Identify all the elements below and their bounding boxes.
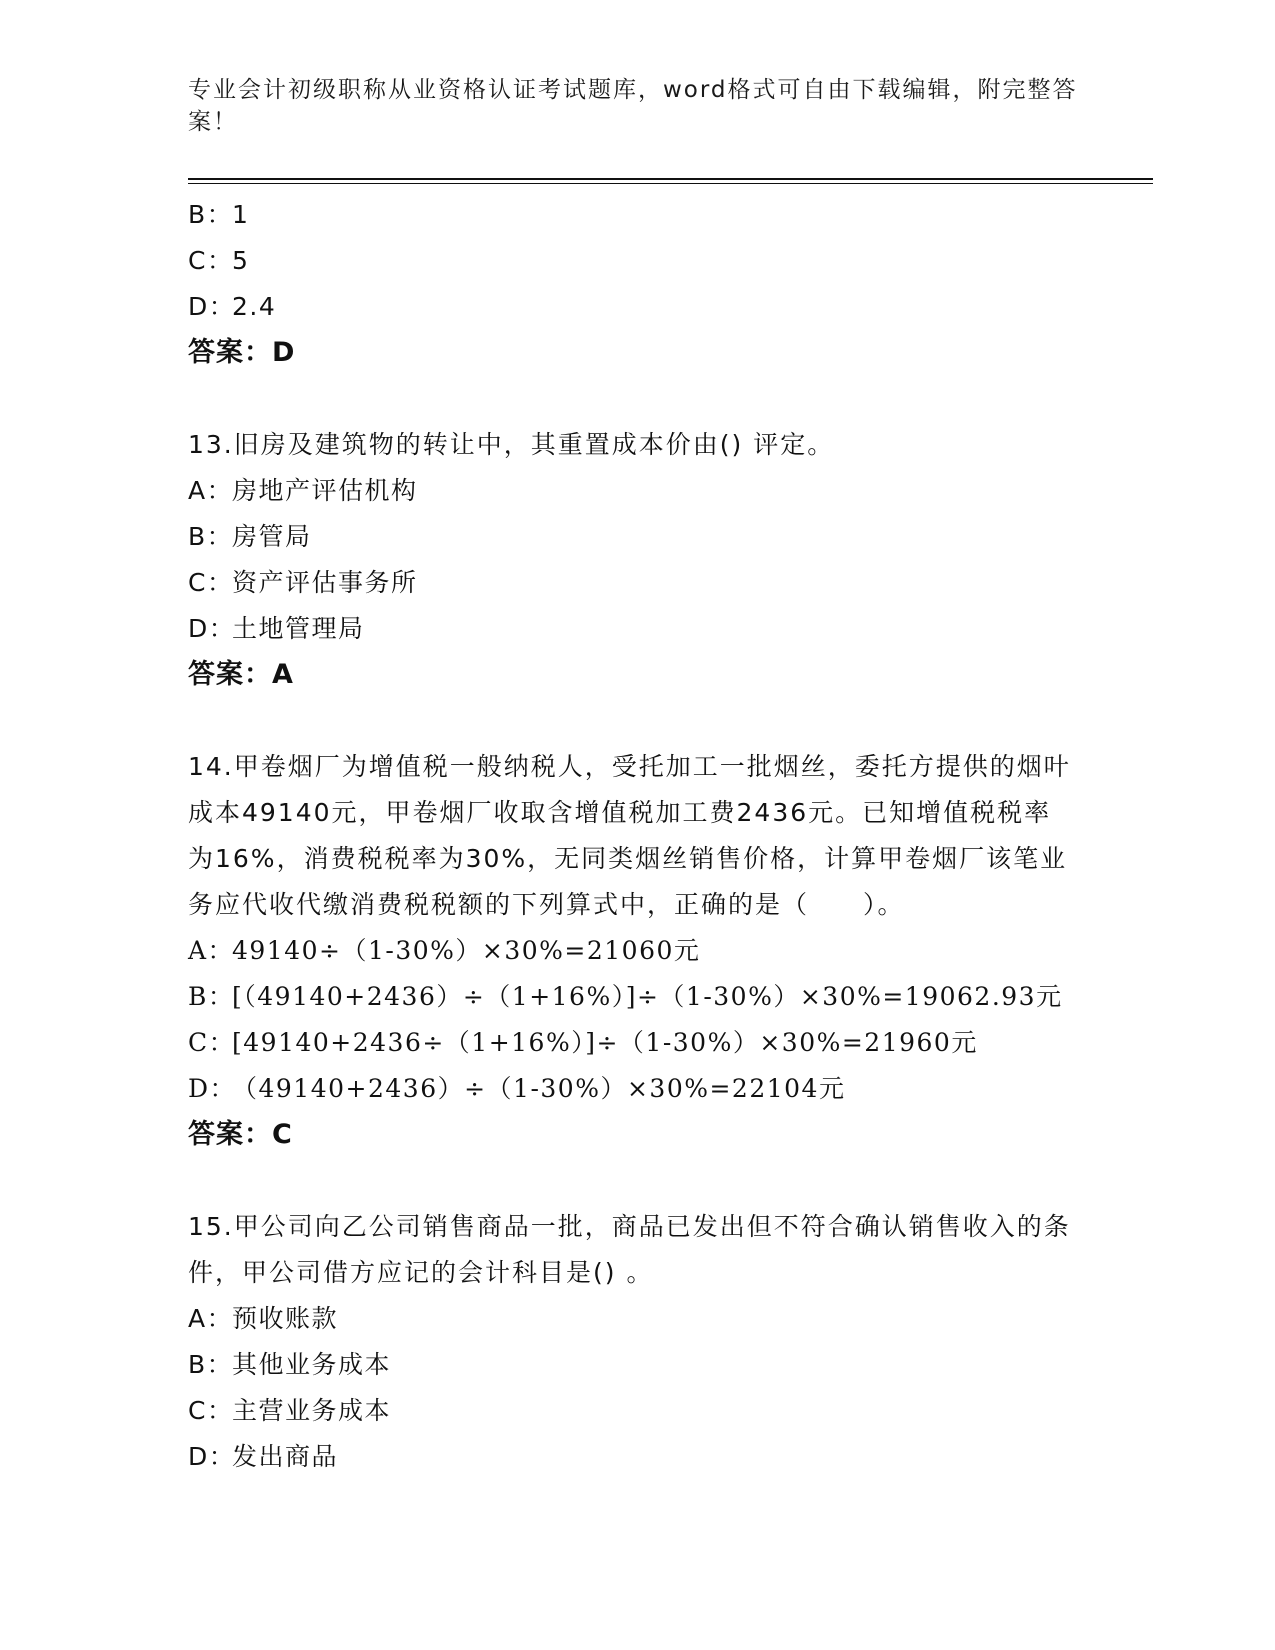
option-d: D：2.4 <box>188 292 277 321</box>
option-b: B：1 <box>188 200 250 229</box>
option-c: C：[49140+2436÷（1+16%）]÷（1-30%）×30%=21960元 <box>188 1028 978 1057</box>
page-header: 专业会计初级职称从业资格认证考试题库，word格式可自由下载编辑，附完整答案！ <box>188 77 1078 135</box>
option-d: D：（49140+2436）÷（1-30%）×30%=22104元 <box>188 1074 846 1103</box>
question-13 <box>188 422 1088 698</box>
spacer <box>188 376 1088 422</box>
option-a: A：房地产评估机构 <box>188 476 418 505</box>
previous-question <box>188 192 1088 376</box>
option-d: D：发出商品 <box>188 1442 339 1471</box>
answer-line: 答案：C <box>188 1119 293 1150</box>
option-a: A：预收账款 <box>188 1304 339 1333</box>
question-stem: 13.旧房及建筑物的转让中，其重置成本价由() 评定。 <box>188 430 835 459</box>
header-divider-thin <box>188 183 1153 184</box>
option-a: A：49140÷（1-30%）×30%=21060元 <box>188 936 701 965</box>
question-stem: 15.甲公司向乙公司销售商品一批，商品已发出但不符合确认销售收入的条件，甲公司借方应记的会计科目是() 。 <box>188 1212 1071 1287</box>
answer-line: 答案：D <box>188 337 296 368</box>
option-b: B：[（49140+2436）÷（1+16%）]÷（1-30%）×30%=19062.93元 <box>188 982 1063 1011</box>
question-list <box>188 192 1088 1480</box>
option-b: B：其他业务成本 <box>188 1350 392 1379</box>
spacer <box>188 1158 1088 1204</box>
option-d: D：土地管理局 <box>188 614 365 643</box>
option-c: C：5 <box>188 246 250 275</box>
option-c: C：资产评估事务所 <box>188 568 418 597</box>
question-stem: 14.甲卷烟厂为增值税一般纳税人，受托加工一批烟丝，委托方提供的烟叶成本49140元，甲卷烟厂收取含增值税加工费2436元。已知增值税税率为16%，消费税税率为30%，无同类烟丝销售价格，计算甲卷烟厂该笔业务应代收代缴消费税税额的下列算式中，正确的是（ ）。 <box>188 752 1071 919</box>
spacer <box>188 698 1088 744</box>
header-divider-thick <box>188 178 1153 180</box>
question-14 <box>188 744 1088 1158</box>
answer-line: 答案：A <box>188 659 294 690</box>
option-c: C：主营业务成本 <box>188 1396 392 1425</box>
option-b: B：房管局 <box>188 522 312 551</box>
question-15 <box>188 1204 1088 1480</box>
